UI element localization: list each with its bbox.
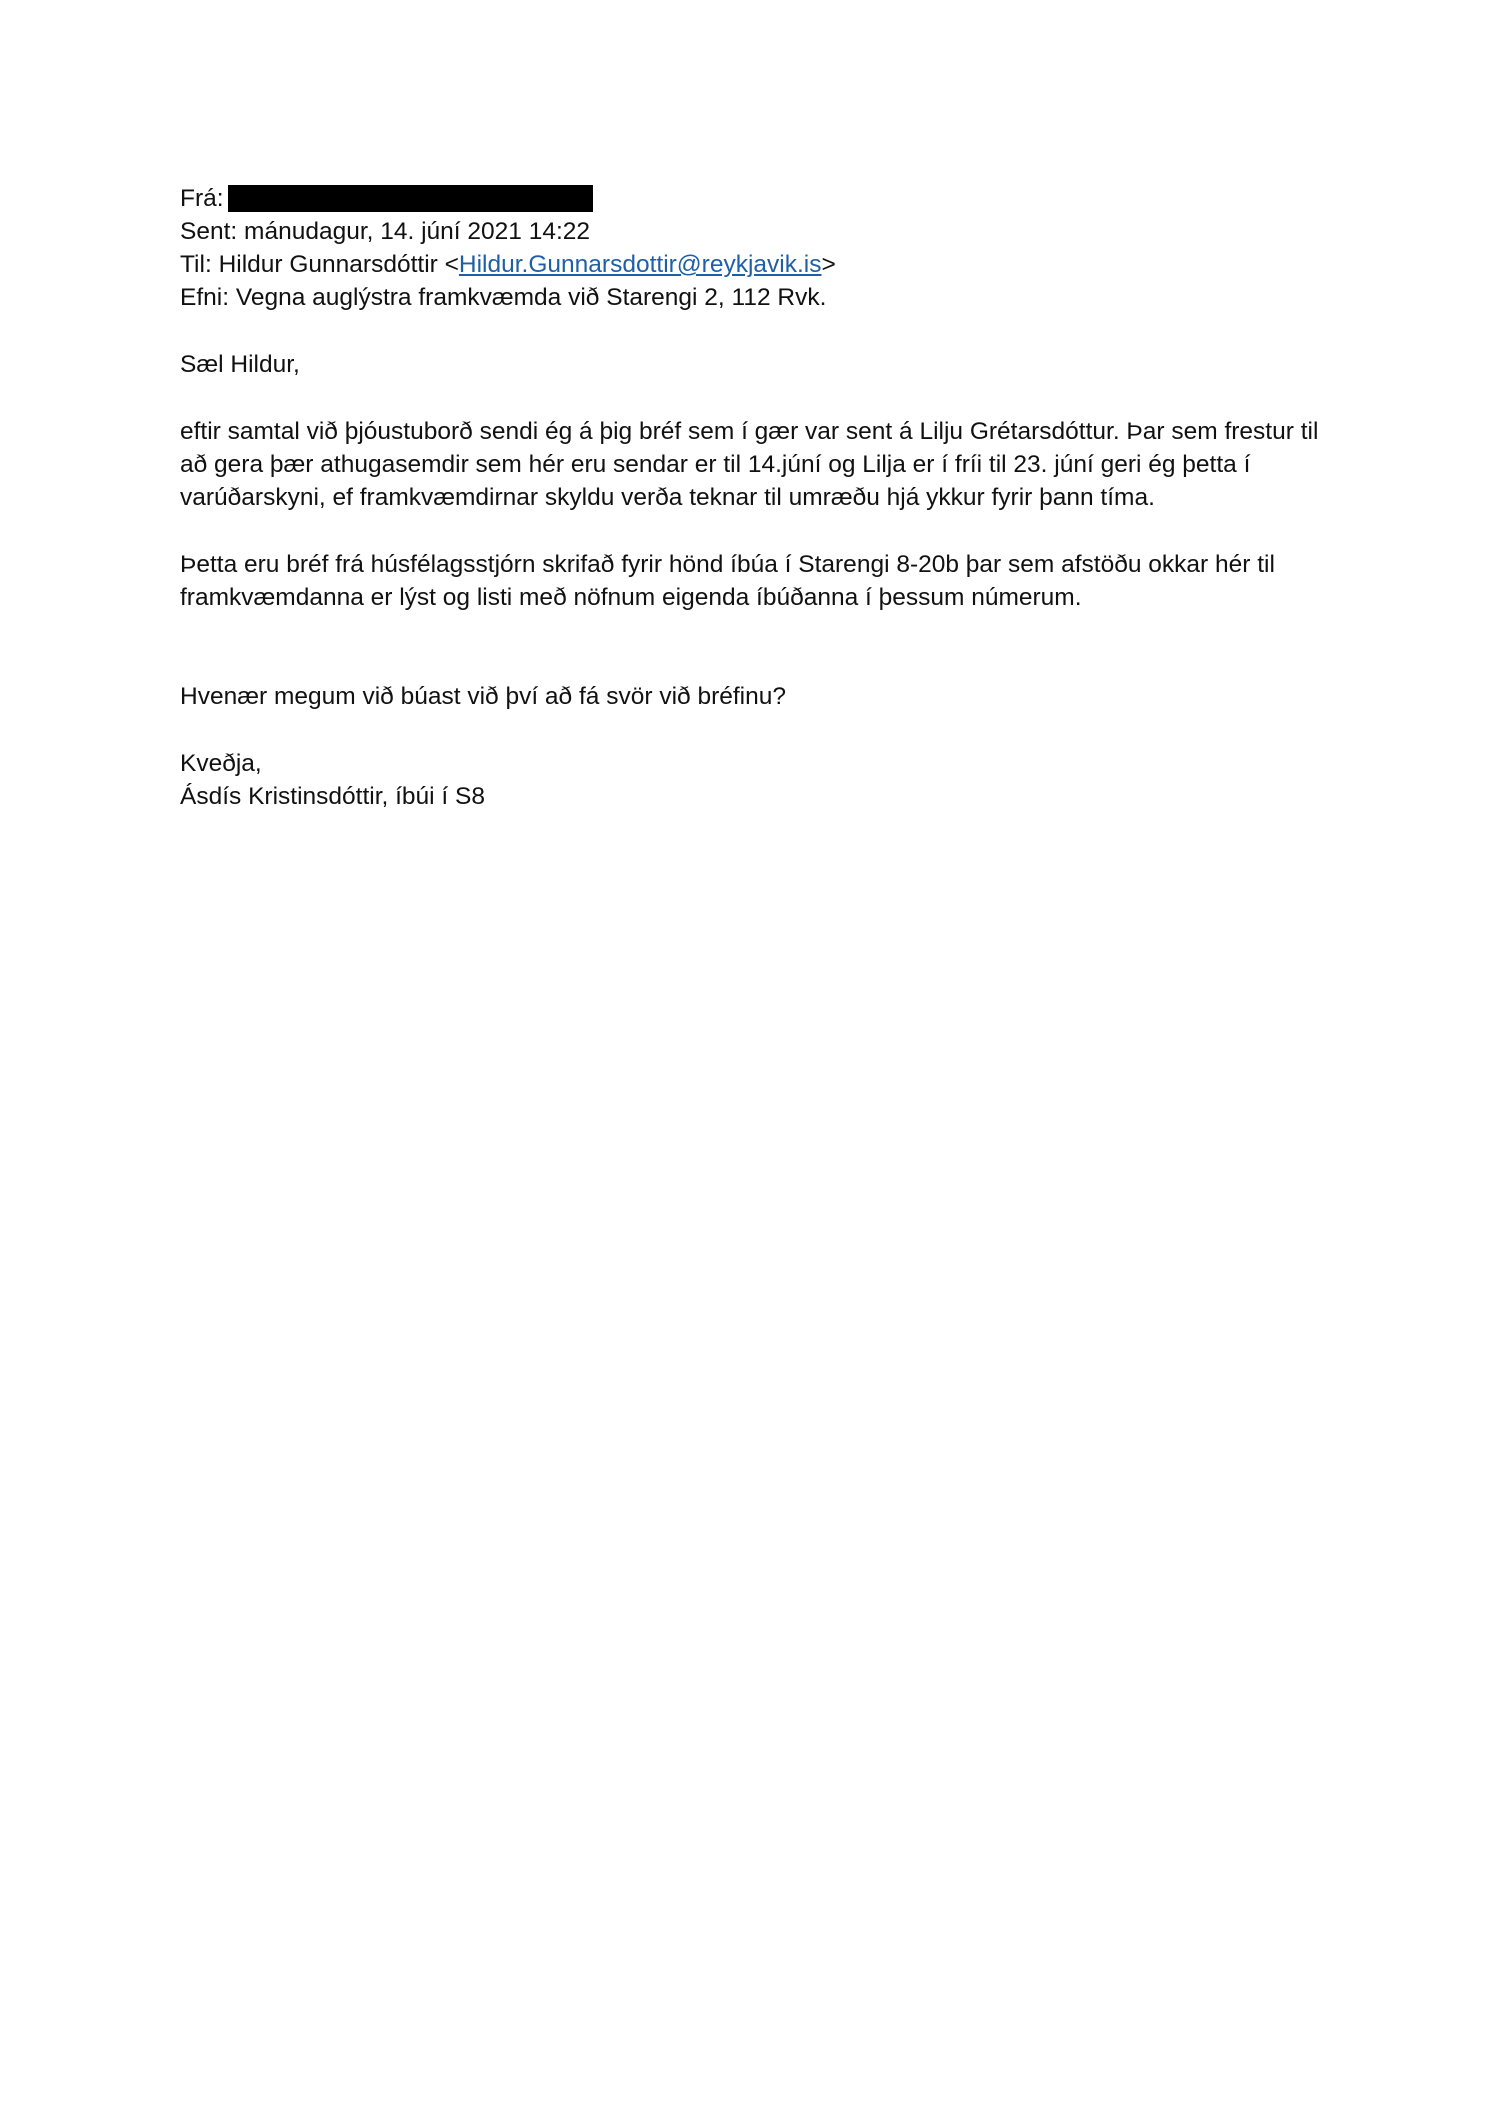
signature: Ásdís Kristinsdóttir, íbúi í S8 [180, 783, 486, 810]
body-paragraph-2: Þetta eru bréf frá húsfélagsstjórn skrifað fyrir hönd íbúa í Starengi 8-20b þar sem afstöðu okkar hér til framkvæmdanna er lýst og listi með nöfnum eigenda íbúðanna í þessum númerum. [180, 551, 1275, 611]
subject-label: Efni: [180, 284, 230, 311]
closing: Kveðja, [180, 750, 262, 777]
from-label: Frá: [180, 185, 224, 212]
sent-line [180, 215, 1340, 248]
redacted-sender-block [228, 185, 593, 212]
question-paragraph: Hvenær megum við búast við því að fá svör við bréfinu? [180, 683, 786, 710]
to-label: Til: [180, 251, 212, 278]
sent-label: Sent: [180, 218, 238, 245]
to-line [180, 248, 1340, 281]
sent-value: mánudagur, 14. júní 2021 14:22 [244, 218, 591, 245]
to-name: Hildur Gunnarsdóttir [218, 251, 438, 278]
subject-line [180, 281, 1340, 314]
body-paragraph-1: eftir samtal við þjóustuborð sendi ég á þig bréf sem í gær var sent á Lilju Grétarsdóttur. Þar sem frestur til að gera þær athugasemdir sem hér eru sendar er til 14.júní og Lilja er í fríi til 23. júní geri ég þetta í varúðarskyni, ef framkvæmdirnar skyldu verða teknar til umræðu hjá ykkur fyrir þann tíma. [180, 418, 1319, 511]
email-printout [180, 182, 1340, 813]
to-open-bracket: < [444, 251, 459, 278]
to-close-bracket: > [821, 251, 836, 278]
subject-value: Vegna auglýstra framkvæmda við Starengi 2, 112 Rvk. [235, 284, 827, 311]
recipient-email-link[interactable]: Hildur.Gunnarsdottir@reykjavik.is [458, 251, 822, 278]
greeting: Sæl Hildur, [180, 351, 300, 378]
from-line [180, 182, 1340, 215]
